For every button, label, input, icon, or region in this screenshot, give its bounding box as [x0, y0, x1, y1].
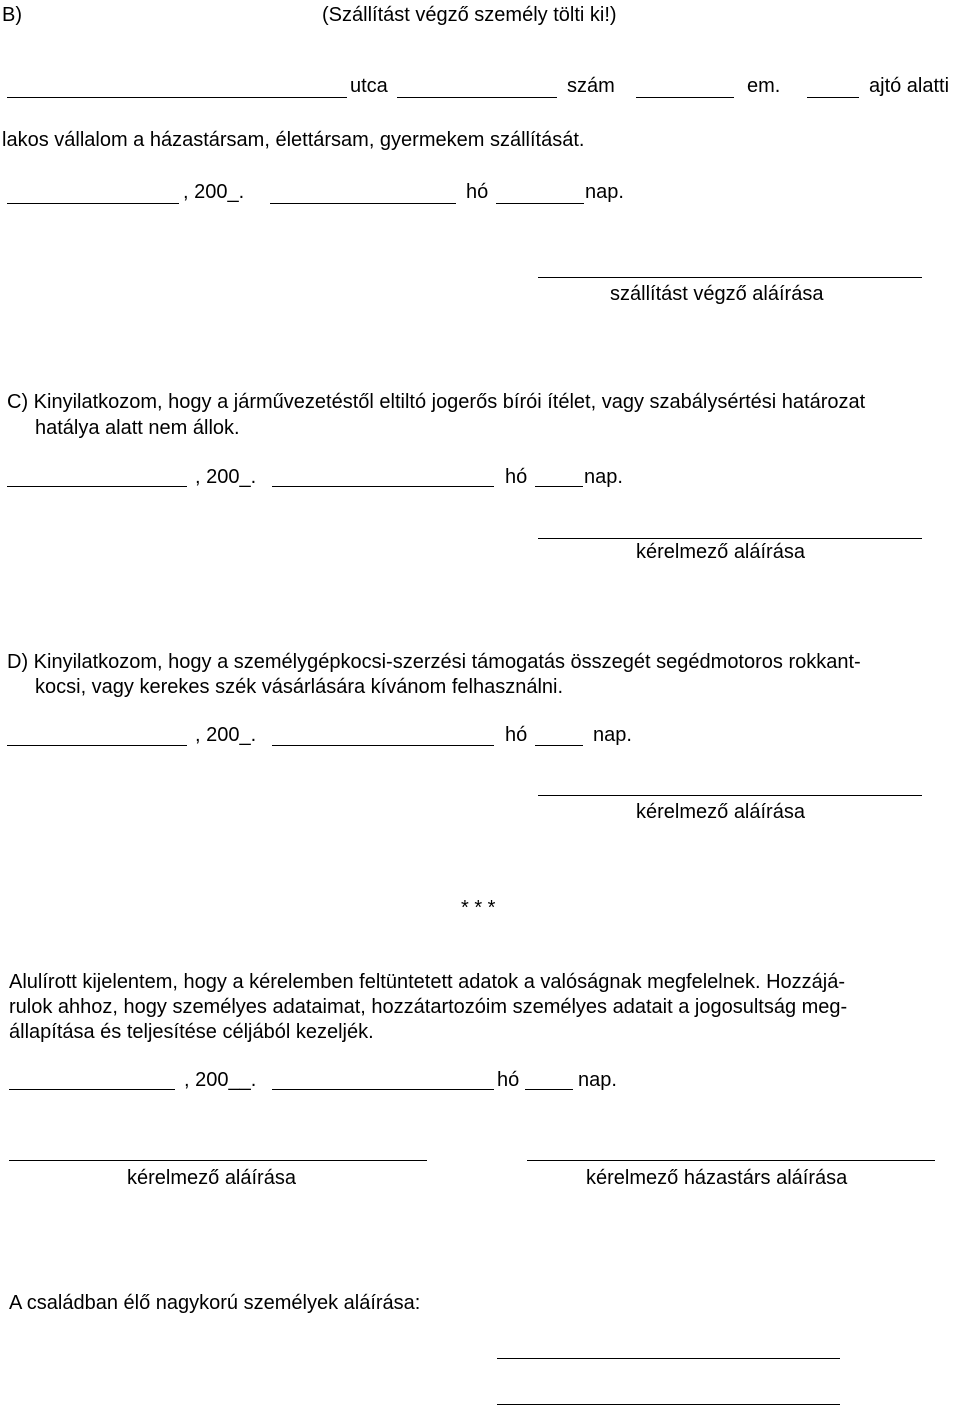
section-d-year-label: , 200_. [195, 724, 257, 746]
household-signature-line-1[interactable] [497, 1358, 840, 1359]
section-c-day-field[interactable] [535, 486, 583, 487]
section-c-month-label: hó [505, 466, 528, 488]
section-b-day-field[interactable] [496, 203, 584, 204]
household-signature-line-2[interactable] [497, 1404, 840, 1405]
section-d-signature-line[interactable] [538, 795, 922, 796]
section-c-signature-line[interactable] [538, 538, 922, 539]
applicant-signature-line[interactable] [9, 1160, 427, 1161]
section-d-month-label: hó [505, 724, 528, 746]
section-d-signature-label: kérelmező aláírása [636, 801, 805, 823]
section-b-month-label: hó [466, 181, 489, 203]
section-b-instruction: (Szállítást végző személy tölti ki!) [322, 4, 617, 26]
street-label: utca [350, 75, 388, 97]
door-label: ajtó alatti [869, 75, 950, 97]
section-b-signature-label: szállítást végző aláírása [610, 283, 824, 305]
declaration-day-field[interactable] [525, 1089, 573, 1090]
section-b-place-field[interactable] [7, 203, 179, 204]
declaration-month-label: hó [497, 1069, 520, 1091]
section-b-day-label: nap. [585, 181, 624, 203]
section-c-text-line2: hatálya alatt nem állok. [35, 417, 240, 439]
section-c-text-line1: C) Kinyilatkozom, hogy a járművezetéstől eltiltó jogerős bírói ítélet, vagy szabálysértési határozat [7, 391, 866, 413]
section-c-day-label: nap. [584, 466, 623, 488]
declaration-month-field[interactable] [272, 1089, 494, 1090]
section-separator: * * * [461, 897, 496, 919]
section-b-signature-line[interactable] [538, 277, 922, 278]
section-b-heading: B) [2, 4, 22, 26]
section-c-year-label: , 200_. [195, 466, 257, 488]
door-field[interactable] [807, 97, 859, 98]
section-c-month-field[interactable] [272, 486, 494, 487]
section-c-place-field[interactable] [7, 486, 187, 487]
house-number-field[interactable] [397, 97, 557, 98]
spouse-signature-line[interactable] [527, 1160, 935, 1161]
spouse-signature-label: kérelmező házastárs aláírása [586, 1167, 848, 1189]
declaration-day-label: nap. [578, 1069, 617, 1091]
declaration-line3: állapítása és teljesítése céljából kezeljék. [9, 1021, 374, 1043]
section-b-year-label: , 200_. [183, 181, 245, 203]
declaration-place-field[interactable] [9, 1089, 175, 1090]
street-name-field[interactable] [7, 97, 347, 98]
section-d-day-field[interactable] [535, 745, 583, 746]
floor-label: em. [747, 75, 781, 97]
section-d-day-label: nap. [593, 724, 632, 746]
applicant-signature-label: kérelmező aláírása [127, 1167, 296, 1189]
section-b-statement: lakos vállalom a házastársam, élettársam, gyermekem szállítását. [2, 129, 585, 151]
house-number-label: szám [567, 75, 615, 97]
declaration-year-label: , 200__. [184, 1069, 257, 1091]
floor-field[interactable] [636, 97, 734, 98]
section-d-month-field[interactable] [272, 745, 494, 746]
section-d-text-line1: D) Kinyilatkozom, hogy a személygépkocsi-szerzési támogatás összegét segédmotoros rokkant- [7, 651, 861, 673]
declaration-line2: rulok ahhoz, hogy személyes adataimat, hozzátartozóim személyes adatait a jogosultság meg- [9, 996, 848, 1018]
section-d-place-field[interactable] [7, 745, 187, 746]
household-signatures-label: A családban élő nagykorú személyek aláírása: [9, 1292, 421, 1314]
section-d-text-line2: kocsi, vagy kerekes szék vásárlására kívánom felhasználni. [35, 676, 564, 698]
section-c-signature-label: kérelmező aláírása [636, 541, 805, 563]
declaration-line1: Alulírott kijelentem, hogy a kérelemben feltüntetett adatok a valóságnak megfelelnek. Hozzájá- [9, 971, 846, 993]
section-b-month-field[interactable] [270, 203, 456, 204]
